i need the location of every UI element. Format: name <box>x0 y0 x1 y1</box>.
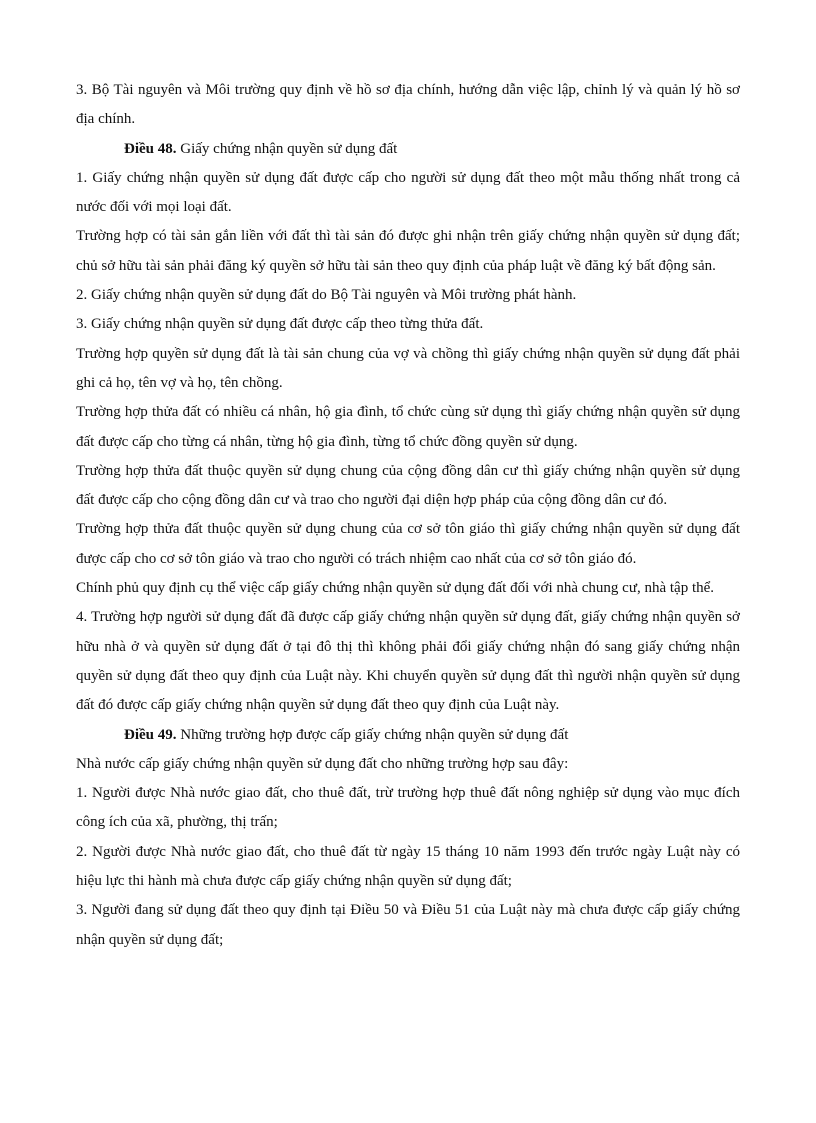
paragraph-48-spouses: Trường hợp quyền sử dụng đất là tài sản chung của vợ và chồng thì giấy chứng nhận quyền sử dụng đất phải ghi cả họ, tên vợ và họ, tên chồng. <box>76 345 740 391</box>
paragraph-48-co-users: Trường hợp thửa đất có nhiều cá nhân, hộ gia đình, tổ chức cùng sử dụng thì giấy chứng nhận quyền sử dụng đất được cấp cho từng cá nhân, từng hộ gia đình, từng tổ chức đồng quyền sử dụng. <box>76 404 740 450</box>
paragraph-48-religious: Trường hợp thửa đất thuộc quyền sử dụng chung của cơ sở tôn giáo thì giấy chứng nhận quyền sử dụng đất được cấp cho cơ sở tôn giáo và trao cho người có trách nhiệm cao nhất của cơ sở tôn giáo đó. <box>76 521 740 567</box>
paragraph-49-clause-1: 1. Người được Nhà nước giao đất, cho thuê đất, trừ trường hợp thuê đất nông nghiệp sử dụng vào mục đích công ích của xã, phường, thị trấn; <box>76 785 740 831</box>
paragraph-49-intro: Nhà nước cấp giấy chứng nhận quyền sử dụng đất cho những trường hợp sau đây: <box>76 755 569 772</box>
paragraph-48-clause-4: 4. Trường hợp người sử dụng đất đã được cấp giấy chứng nhận quyền sử dụng đất, giấy chứng nhận quyền sở hữu nhà ở và quyền sử dụng đất ở tại đô thị thì không phải đổi giấy chứng nhận đó sang giấy chứng nhận quyền sử dụng đất theo quy định của Luật này. Khi chuyển quyền sử dụng đất thì người nhận quyền sử dụng đất đó được cấp giấy chứng nhận quyền sử dụng đất theo quy định của Luật này. <box>76 609 740 714</box>
article-49-number: Điều 49. <box>124 726 177 743</box>
paragraph-48-attached-assets: Trường hợp có tài sản gắn liền với đất thì tài sản đó được ghi nhận trên giấy chứng nhận quyền sử dụng đất; chủ sở hữu tài sản phải đăng ký quyền sở hữu tài sản theo quy định của pháp luật về đăng ký bất động sản. <box>76 228 740 274</box>
paragraph-48-clause-3: 3. Giấy chứng nhận quyền sử dụng đất được cấp theo từng thửa đất. <box>76 316 484 333</box>
article-48-title: Giấy chứng nhận quyền sử dụng đất <box>180 140 398 157</box>
paragraph-49-clause-2: 2. Người được Nhà nước giao đất, cho thuê đất từ ngày 15 tháng 10 năm 1993 đến trước ngày Luật này có hiệu lực thi hành mà chưa được cấp giấy chứng nhận quyền sử dụng đất; <box>76 843 740 890</box>
article-49-title: Những trường hợp được cấp giấy chứng nhận quyền sử dụng đất <box>180 726 569 743</box>
paragraph-49-clause-3: 3. Người đang sử dụng đất theo quy định tại Điều 50 và Điều 51 của Luật này mà chưa được cấp giấy chứng nhận quyền sử dụng đất; <box>76 902 740 948</box>
paragraph-cadastral-records: 3. Bộ Tài nguyên và Môi trường quy định về hồ sơ địa chính, hướng dẫn việc lập, chỉnh lý và quản lý hồ sơ địa chính. <box>76 82 740 128</box>
paragraph-48-community: Trường hợp thửa đất thuộc quyền sử dụng chung của cộng đồng dân cư thì giấy chứng nhận quyền sử dụng đất được cấp cho cộng đồng dân cư và trao cho người đại diện hợp pháp của cộng đồng dân cư đó. <box>76 462 740 509</box>
paragraph-48-apartments: Chính phủ quy định cụ thể việc cấp giấy chứng nhận quyền sử dụng đất đối với nhà chung cư, nhà tập thể. <box>76 580 715 597</box>
article-49-heading <box>76 721 740 750</box>
article-48-number: Điều 48. <box>124 140 177 157</box>
paragraph-48-clause-2: 2. Giấy chứng nhận quyền sử dụng đất do Bộ Tài nguyên và Môi trường phát hành. <box>76 287 577 304</box>
article-48-heading <box>76 135 740 164</box>
paragraph-48-clause-1: 1. Giấy chứng nhận quyền sử dụng đất được cấp cho người sử dụng đất theo một mẫu thống nhất trong cả nước đối với mọi loại đất. <box>76 169 740 216</box>
